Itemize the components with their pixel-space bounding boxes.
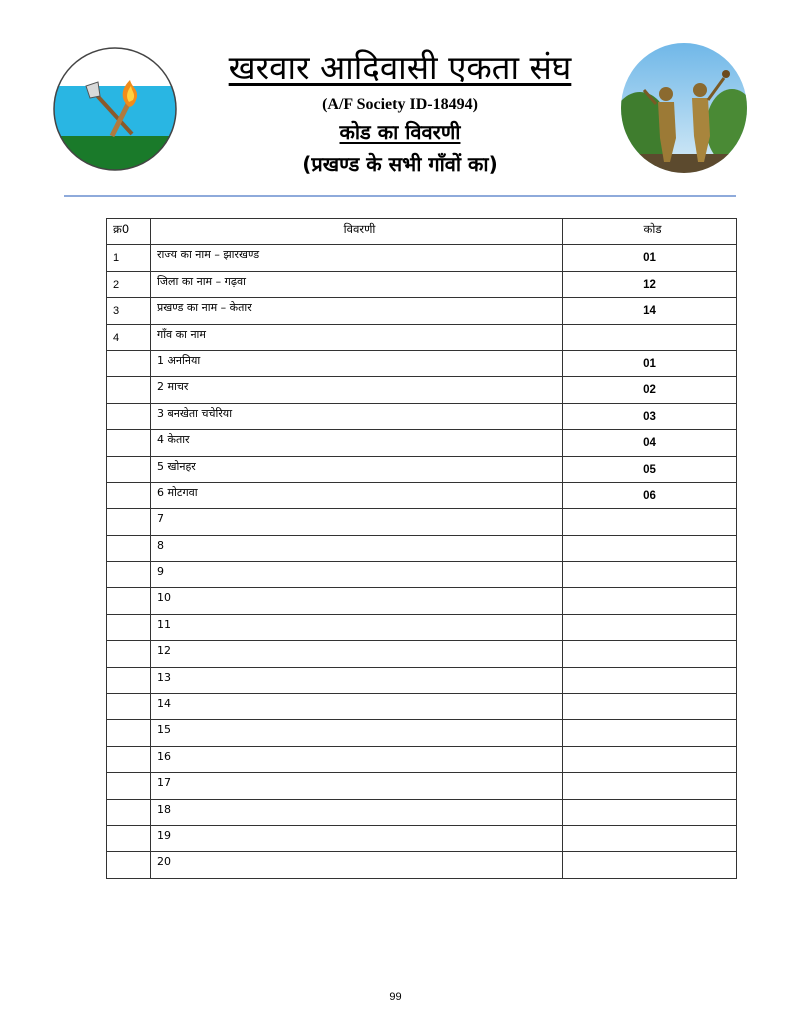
table-row — [107, 377, 737, 403]
row-serial-number — [107, 852, 151, 878]
table-row — [107, 641, 737, 667]
row-code: 05 — [563, 456, 737, 482]
row-code — [563, 667, 737, 693]
table-header-row — [107, 219, 737, 245]
row-description: 20 — [151, 852, 563, 878]
row-description: 16 — [151, 746, 563, 772]
row-serial-number — [107, 641, 151, 667]
row-description: गाँव का नाम — [151, 324, 563, 350]
row-serial-number: 1 — [107, 245, 151, 271]
table-row — [107, 746, 737, 772]
row-code — [563, 720, 737, 746]
row-code — [563, 746, 737, 772]
row-description: 13 — [151, 667, 563, 693]
row-code: 06 — [563, 482, 737, 508]
table-row — [107, 482, 737, 508]
row-description: 10 — [151, 588, 563, 614]
row-serial-number — [107, 377, 151, 403]
table-row — [107, 588, 737, 614]
row-code: 01 — [563, 245, 737, 271]
row-code — [563, 825, 737, 851]
row-serial-number — [107, 482, 151, 508]
row-description: 14 — [151, 694, 563, 720]
row-serial-number — [107, 350, 151, 376]
row-description: जिला का नाम – गढ़वा — [151, 271, 563, 297]
row-description: 9 — [151, 562, 563, 588]
row-description: 5 खोनहर — [151, 456, 563, 482]
row-serial-number: 4 — [107, 324, 151, 350]
table-row — [107, 350, 737, 376]
table-row — [107, 825, 737, 851]
row-description: 6 मोटगवा — [151, 482, 563, 508]
code-table — [106, 218, 737, 879]
society-id: (A/F Society ID-18494) — [322, 96, 478, 113]
row-description: 11 — [151, 614, 563, 640]
table-row — [107, 403, 737, 429]
row-code — [563, 641, 737, 667]
row-serial-number: 3 — [107, 298, 151, 324]
row-description: 17 — [151, 773, 563, 799]
row-code — [563, 773, 737, 799]
flag-emblem-logo — [52, 46, 178, 172]
row-code: 14 — [563, 298, 737, 324]
row-description: 1 अननिया — [151, 350, 563, 376]
row-description: 7 — [151, 509, 563, 535]
row-serial-number — [107, 430, 151, 456]
row-serial-number — [107, 588, 151, 614]
row-serial-number — [107, 535, 151, 561]
org-title: खरवार आदिवासी एकता संघ — [228, 48, 572, 87]
table-row — [107, 720, 737, 746]
row-code — [563, 614, 737, 640]
document-subtitle: कोड का विवरणी — [339, 120, 461, 144]
row-serial-number: 2 — [107, 271, 151, 297]
row-description: 2 माचर — [151, 377, 563, 403]
row-description: 18 — [151, 799, 563, 825]
table-row — [107, 562, 737, 588]
row-code — [563, 535, 737, 561]
row-serial-number — [107, 667, 151, 693]
row-serial-number — [107, 773, 151, 799]
row-description: 8 — [151, 535, 563, 561]
table-row — [107, 324, 737, 350]
row-serial-number — [107, 456, 151, 482]
header-serial-number: क्र0 — [107, 219, 151, 245]
row-description: प्रखण्ड का नाम – केतार — [151, 298, 563, 324]
table-row — [107, 298, 737, 324]
row-description: 15 — [151, 720, 563, 746]
table-row — [107, 799, 737, 825]
table-row — [107, 614, 737, 640]
table-row — [107, 852, 737, 878]
row-serial-number — [107, 746, 151, 772]
row-code — [563, 324, 737, 350]
row-code — [563, 799, 737, 825]
row-code: 02 — [563, 377, 737, 403]
table-row — [107, 694, 737, 720]
row-code: 04 — [563, 430, 737, 456]
row-serial-number — [107, 694, 151, 720]
table-row — [107, 271, 737, 297]
row-serial-number — [107, 403, 151, 429]
row-code — [563, 509, 737, 535]
table-row — [107, 245, 737, 271]
row-code — [563, 588, 737, 614]
row-code: 03 — [563, 403, 737, 429]
row-serial-number — [107, 720, 151, 746]
header-code: कोड — [563, 219, 737, 245]
table-row — [107, 430, 737, 456]
table-row — [107, 456, 737, 482]
row-code — [563, 852, 737, 878]
row-description: 3 बनखेता चचेरिया — [151, 403, 563, 429]
row-code: 12 — [563, 271, 737, 297]
row-description: 19 — [151, 825, 563, 851]
row-code — [563, 562, 737, 588]
table-row — [107, 773, 737, 799]
table-row — [107, 535, 737, 561]
row-serial-number — [107, 562, 151, 588]
row-serial-number — [107, 799, 151, 825]
table-row — [107, 509, 737, 535]
document-subtitle-scope: (प्रखण्ड के सभी गाँवों का) — [302, 152, 498, 176]
row-description: 12 — [151, 641, 563, 667]
row-code: 01 — [563, 350, 737, 376]
row-description: 4 केतार — [151, 430, 563, 456]
statues-logo — [620, 42, 748, 174]
row-serial-number — [107, 614, 151, 640]
table-body — [107, 245, 737, 878]
page-number: 99 — [389, 991, 402, 1003]
row-code — [563, 694, 737, 720]
table-row — [107, 667, 737, 693]
row-serial-number — [107, 509, 151, 535]
header-description: विवरणी — [151, 219, 563, 245]
row-serial-number — [107, 825, 151, 851]
header-divider — [64, 195, 736, 197]
row-description: राज्य का नाम – झारखण्ड — [151, 245, 563, 271]
